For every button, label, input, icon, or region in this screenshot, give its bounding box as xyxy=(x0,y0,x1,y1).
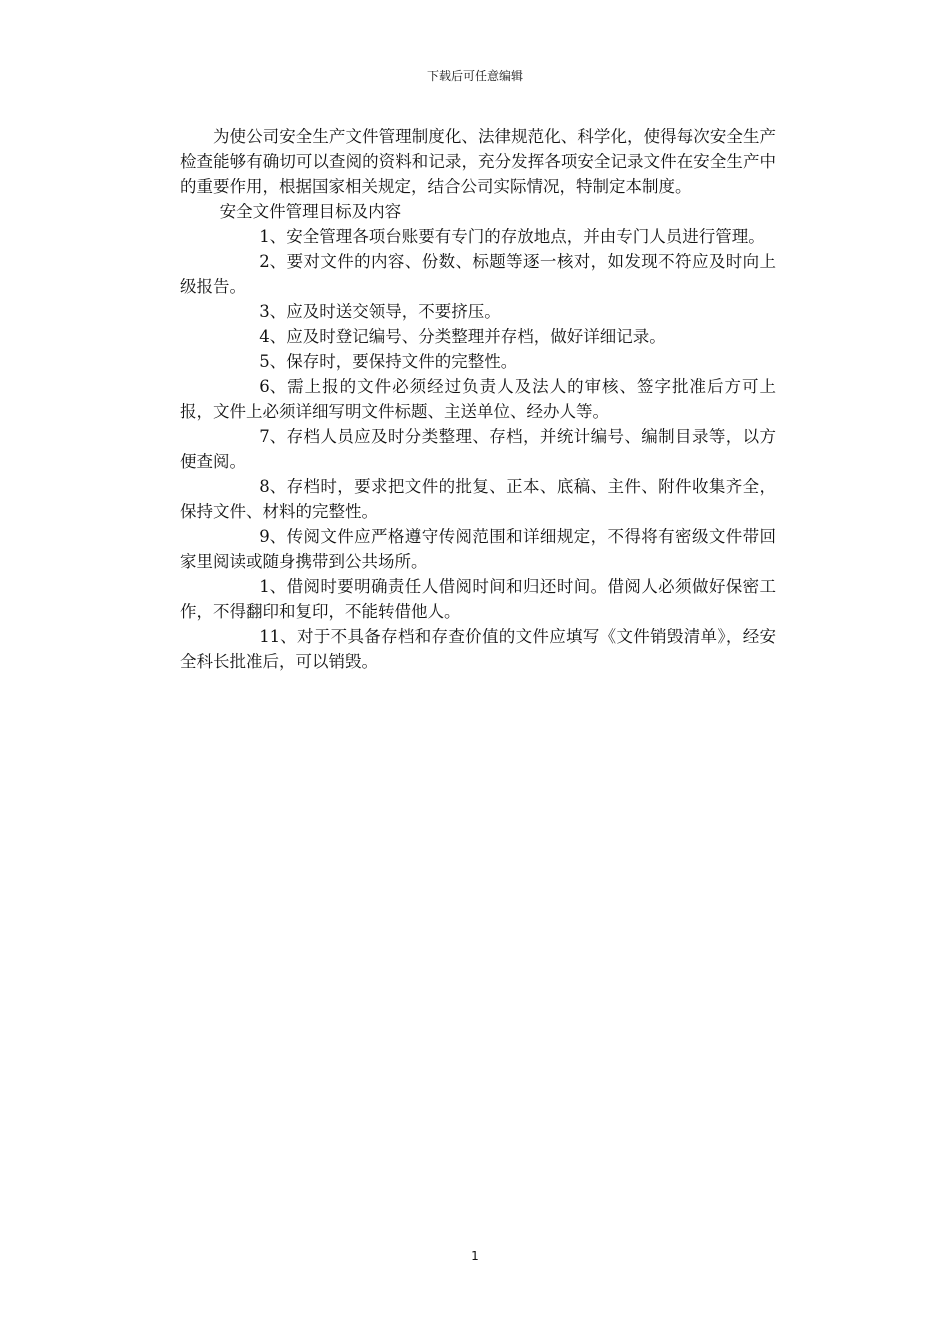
list-item-text: 存档人员应及时分类整理、存档，并统计编号、编制目录等，以方便查阅。 xyxy=(180,427,776,471)
list-item-number: 9、 xyxy=(259,527,287,546)
list-item-text: 要对文件的内容、份数、标题等逐一核对，如发现不符应及时向上级报告。 xyxy=(180,252,776,296)
list-item xyxy=(180,349,776,374)
list-item-number: 5、 xyxy=(259,352,287,371)
page-header: 下载后可任意编辑 xyxy=(426,69,523,83)
list-item xyxy=(180,374,776,424)
list-item xyxy=(180,524,776,574)
list-item-text: 借阅时要明确责任人借阅时间和归还时间。借阅人必须做好保密工作，不得翻印和复印，不能转借他人。 xyxy=(180,577,776,621)
list-item-number: 1、 xyxy=(259,227,287,246)
document-body xyxy=(180,124,776,674)
list-item-number: 4、 xyxy=(259,327,287,346)
list-item-text: 需上报的文件必须经过负责人及法人的审核、签字批准后方可上报，文件上必须详细写明文件标题、主送单位、经办人等。 xyxy=(180,377,776,421)
list-item xyxy=(180,574,776,624)
list-item xyxy=(180,224,776,249)
list-item-text: 应及时送交领导，不要挤压。 xyxy=(286,302,501,321)
intro-paragraph: 为使公司安全生产文件管理制度化、法律规范化、科学化，使得每次安全生产检查能够有确切可以查阅的资料和记录，充分发挥各项安全记录文件在安全生产中的重要作用，根据国家相关规定，结合公司实际情况，特制定本制度。 xyxy=(180,127,776,196)
list-item-number: 1、 xyxy=(259,577,287,596)
list-item-number: 6、 xyxy=(259,377,287,396)
section-heading: 安全文件管理目标及内容 xyxy=(219,202,402,221)
list-item-number: 8、 xyxy=(259,477,287,496)
list-item-text: 应及时登记编号、分类整理并存档，做好详细记录。 xyxy=(286,327,666,346)
list-item xyxy=(180,474,776,524)
list-item-text: 安全管理各项台账要有专门的存放地点，并由专门人员进行管理。 xyxy=(286,227,765,246)
list-item-text: 存档时，要求把文件的批复、正本、底稿、主件、附件收集齐全，保持文件、材料的完整性。 xyxy=(180,477,776,521)
list-item xyxy=(180,299,776,324)
list-item-text: 对于不具备存档和存查价值的文件应填写《文件销毁清单》，经安全科长批准后，可以销毁。 xyxy=(180,627,776,671)
list-item xyxy=(180,324,776,349)
list-item-number: 11、 xyxy=(259,627,297,646)
list-item-number: 7、 xyxy=(259,427,287,446)
list-item xyxy=(180,624,776,674)
page-number: 1 xyxy=(471,1249,479,1263)
list-item-number: 2、 xyxy=(259,252,287,271)
list-item xyxy=(180,249,776,299)
list-item-text: 传阅文件应严格遵守传阅范围和详细规定，不得将有密级文件带回家里阅读或随身携带到公共场所。 xyxy=(180,527,776,571)
list-item xyxy=(180,424,776,474)
list-item-number: 3、 xyxy=(259,302,287,321)
list-item-text: 保存时，要保持文件的完整性。 xyxy=(286,352,518,371)
